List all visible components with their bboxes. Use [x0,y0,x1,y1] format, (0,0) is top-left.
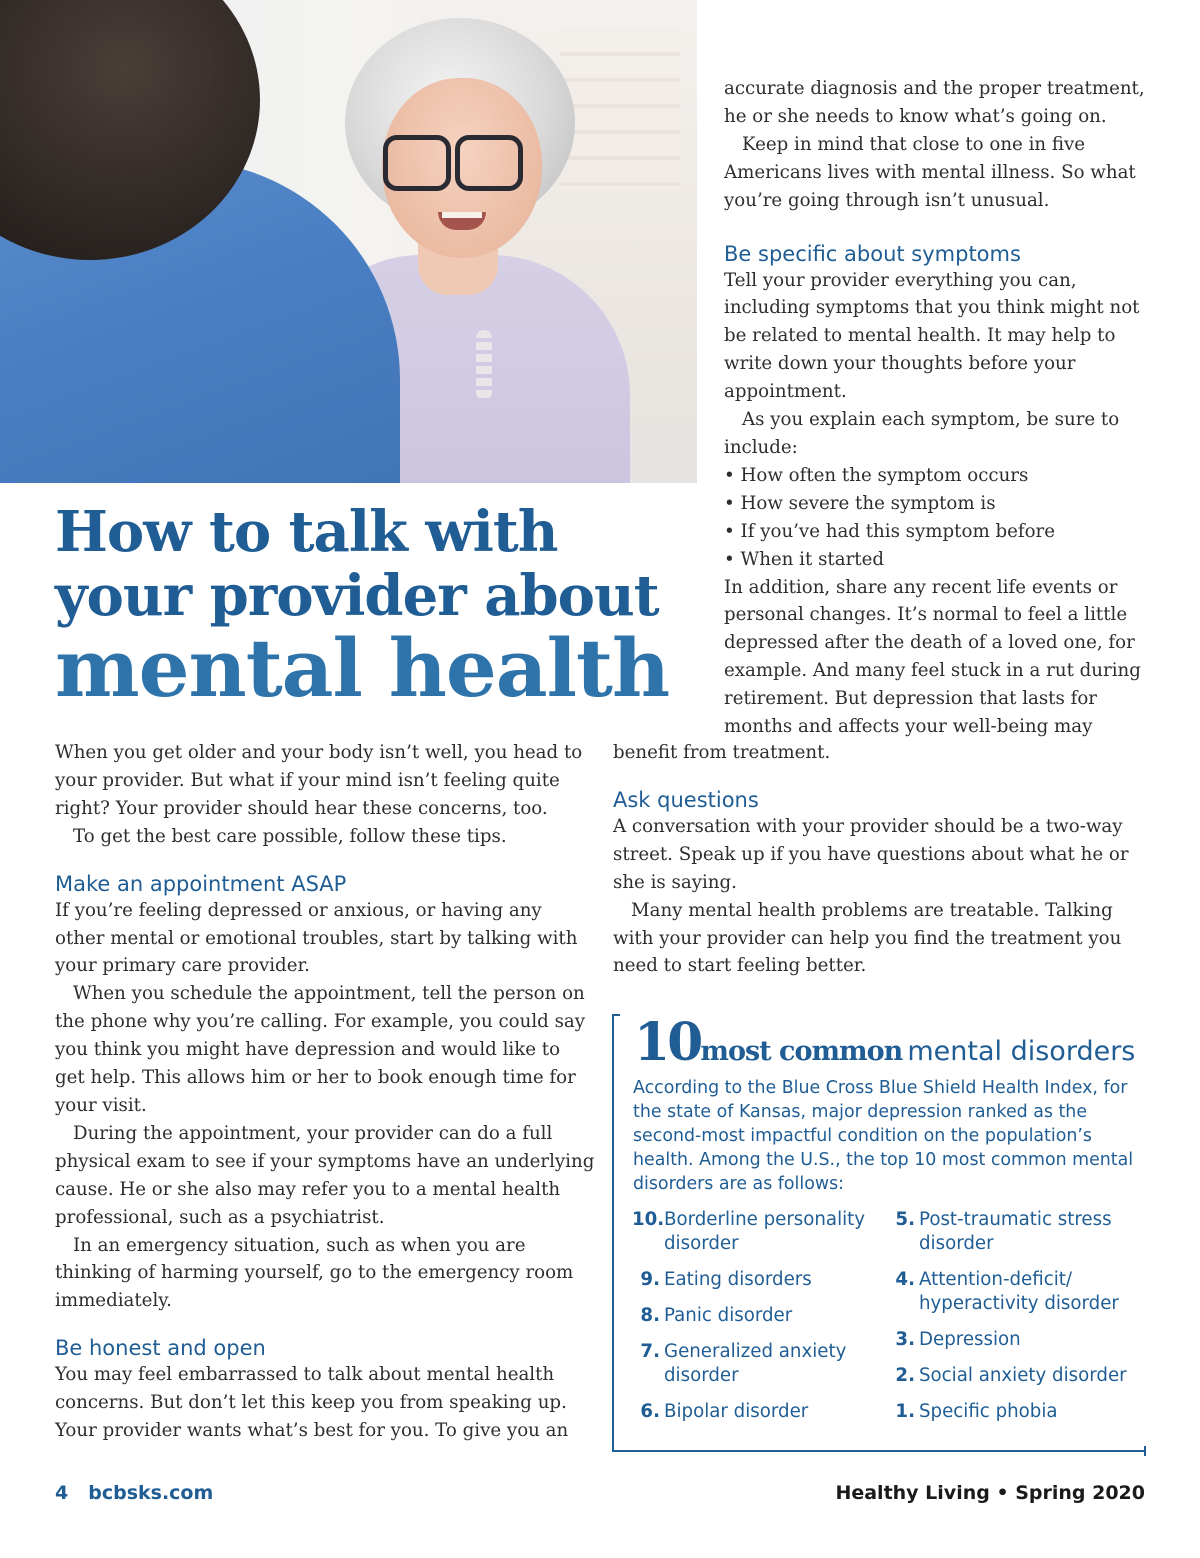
list-number: 5. [895,1209,915,1230]
bullet-item: • If you’ve had this symptom before [724,518,1164,546]
photo-glasses-left [383,135,451,191]
paragraph: Many mental health problems are treatable. Talking with your provider can help you find the treatment you need to start feeling better. [613,899,1122,977]
bullet-item: • When it started [724,546,1164,574]
paragraph: accurate diagnosis and the proper treatment, he or she needs to know what’s going on. [724,78,1145,127]
headline-line-3: mental health [55,621,670,715]
list-number: 4. [895,1269,915,1290]
spacer [613,767,1153,787]
paragraph: You may feel embarrassed to talk about mental health concerns. But don’t let this keep you from speaking up. Your provider wants what’s best for you. To give you an [55,1364,569,1442]
spacer [55,1315,595,1335]
spacer [55,851,595,871]
list-item [887,1328,1149,1352]
bullet-item: • How severe the symptom is [724,490,1164,518]
list-label: Attention-deficit/ hyperactivity disorder [919,1269,1119,1314]
list-item [887,1268,1149,1316]
list-label: Generalized anxiety disorder [664,1341,847,1386]
paragraph: benefit from treatment. [613,742,831,763]
list-item [887,1208,1149,1256]
list-label: Borderline personality disorder [664,1209,866,1254]
column-upper-right [724,75,1164,741]
column-lower-right [613,739,1153,980]
list-number: 1. [895,1401,915,1422]
article-headline [55,499,670,715]
paragraph: As you explain each symptom, be sure to include: [724,409,1120,458]
paragraph: A conversation with your provider should be a two-way street. Speak up if you have questions about what he or she is saying. [613,815,1129,893]
bullet-item: • How often the symptom occurs [724,462,1164,490]
list-number: 9. [640,1269,660,1290]
list-number: 10. [632,1209,665,1230]
photo-teeth [442,212,482,218]
paragraph: In addition, share any recent life events or personal changes. It’s normal to feel a little depressed after the death of a loved one, for example. And many feel stuck in a rut during retirement. But depression that lasts for months and affects your well-being may [724,576,1141,738]
list-number: 7. [640,1341,660,1362]
spacer [724,215,1164,241]
list-label: Post-traumatic stress disorder [919,1209,1112,1254]
photo-glasses-right [455,135,523,191]
subheading-specific-symptoms: Be specific about symptoms [724,241,1021,266]
hero-photo [0,0,697,483]
sidebar-title [634,1012,1135,1073]
sidebar-title-bold: most common [700,1036,903,1067]
sidebar-title-number: 10 [634,1012,701,1073]
publication-issue: Healthy Living • Spring 2020 [835,1482,1145,1504]
list-item [632,1208,902,1256]
column-left [55,739,595,1445]
paragraph: To get the best care possible, follow these tips. [73,825,507,847]
symptom-bullet-list [724,462,1164,574]
list-number: 8. [640,1305,660,1326]
list-label: Eating disorders [664,1269,812,1290]
disorder-list-right [887,1208,1149,1436]
subheading-appointment-asap: Make an appointment ASAP [55,871,347,896]
subheading-ask-questions: Ask questions [613,787,759,812]
footer-left [55,1482,213,1504]
headline-line-2: your provider about [55,563,659,629]
list-label: Specific phobia [919,1401,1058,1422]
sidebar-intro: According to the Blue Cross Blue Shield Health Index, for the state of Kansas, major depression ranked as the second-most impactful condition on the population’s health. Among the U.S., the top 10 most common mental disorders are as follows: [633,1078,1134,1194]
sidebar-mental-disorders [612,1014,1146,1452]
subheading-honest-open: Be honest and open [55,1336,266,1361]
list-label: Panic disorder [664,1305,793,1326]
list-item [887,1364,1149,1388]
sidebar-title-rest: mental disorders [907,1036,1136,1067]
list-number: 2. [895,1365,915,1386]
paragraph: When you schedule the appointment, tell the person on the phone why you’re calling. For example, you could say you think you might have depression and would like to get help. This allows him or her to book enough time for your visit. [55,983,586,1116]
list-item [632,1400,902,1424]
footer-site-link[interactable]: bcbsks.com [88,1482,214,1504]
list-label: Bipolar disorder [664,1401,809,1422]
box-corner-tick [612,1014,620,1016]
list-item [887,1400,1149,1424]
box-end-tick [1144,1446,1146,1456]
list-label: Social anxiety disorder [919,1365,1127,1386]
disorder-list-left [632,1208,902,1436]
paragraph: If you’re feeling depressed or anxious, or having any other mental or emotional troubles, start by talking with your primary care provider. [55,899,578,977]
photo-necklace [476,330,492,400]
paragraph-intro: When you get older and your body isn’t well, you head to your provider. But what if your mind isn’t feeling quite right? Your provider should hear these concerns, too. [55,742,583,819]
list-number: 3. [895,1329,915,1350]
page-number: 4 [55,1482,69,1504]
page-footer [55,1482,1145,1508]
list-number: 6. [640,1401,660,1422]
paragraph: Keep in mind that close to one in five Americans lives with mental illness. So what you’re going through isn’t unusual. [724,133,1136,211]
headline-line-1: How to talk with [55,499,558,565]
list-item [632,1268,902,1292]
list-item [632,1340,902,1388]
photo-background-shelf [560,30,680,190]
list-item [632,1304,902,1328]
list-label: Depression [919,1329,1021,1350]
paragraph: Tell your provider everything you can, including symptoms that you think might not be related to mental health. It may help to write down your thoughts before your appointment. [724,269,1140,403]
paragraph: During the appointment, your provider can do a full physical exam to see if your symptoms have an underlying cause. He or she also may refer you to a mental health professional, such as a psychiatrist. [55,1122,595,1228]
paragraph: In an emergency situation, such as when you are thinking of harming yourself, go to the emergency room immediately. [55,1234,574,1312]
